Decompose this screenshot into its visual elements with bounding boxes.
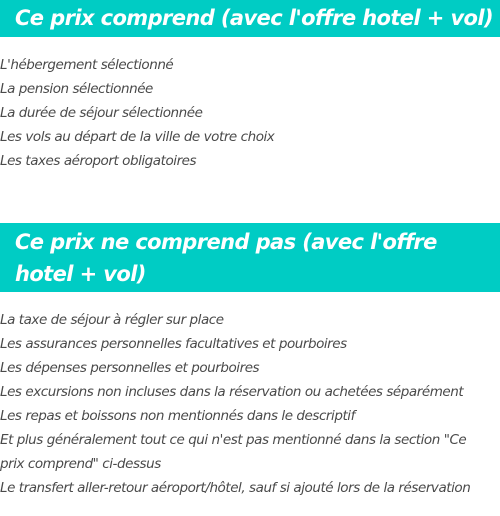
list-item: Les repas et boissons non mentionnés dans le descriptif (0, 408, 355, 424)
list-item: Les assurances personnelles facultatives et pourboires (0, 336, 347, 352)
list-item: Les taxes aéroport obligatoires (0, 153, 197, 169)
list-item: La taxe de séjour à régler sur place (0, 312, 224, 328)
list-item: La pension sélectionnée (0, 81, 153, 97)
list-item: Les vols au départ de la ville de votre choix (0, 129, 275, 145)
list-item: Le transfert aller-retour aéroport/hôtel, sauf si ajouté lors de la réservation (0, 480, 471, 496)
excluded-list (0, 308, 500, 500)
excluded-section-title: Ce prix ne comprend pas (avec l'offre hotel + vol) (0, 223, 500, 292)
list-item: La durée de séjour sélectionnée (0, 105, 203, 121)
list-item: Les dépenses personnelles et pourboires (0, 360, 260, 376)
list-item: L'hébergement sélectionné (0, 57, 174, 73)
included-section-title: Ce prix comprend (avec l'offre hotel + vol) (0, 0, 500, 37)
list-item: Et plus généralement tout ce qui n'est pas mentionné dans la section "Ce prix comprend" ci-dessus (0, 432, 467, 472)
included-list (0, 53, 500, 173)
list-item: Les excursions non incluses dans la réservation ou achetées séparément (0, 384, 464, 400)
